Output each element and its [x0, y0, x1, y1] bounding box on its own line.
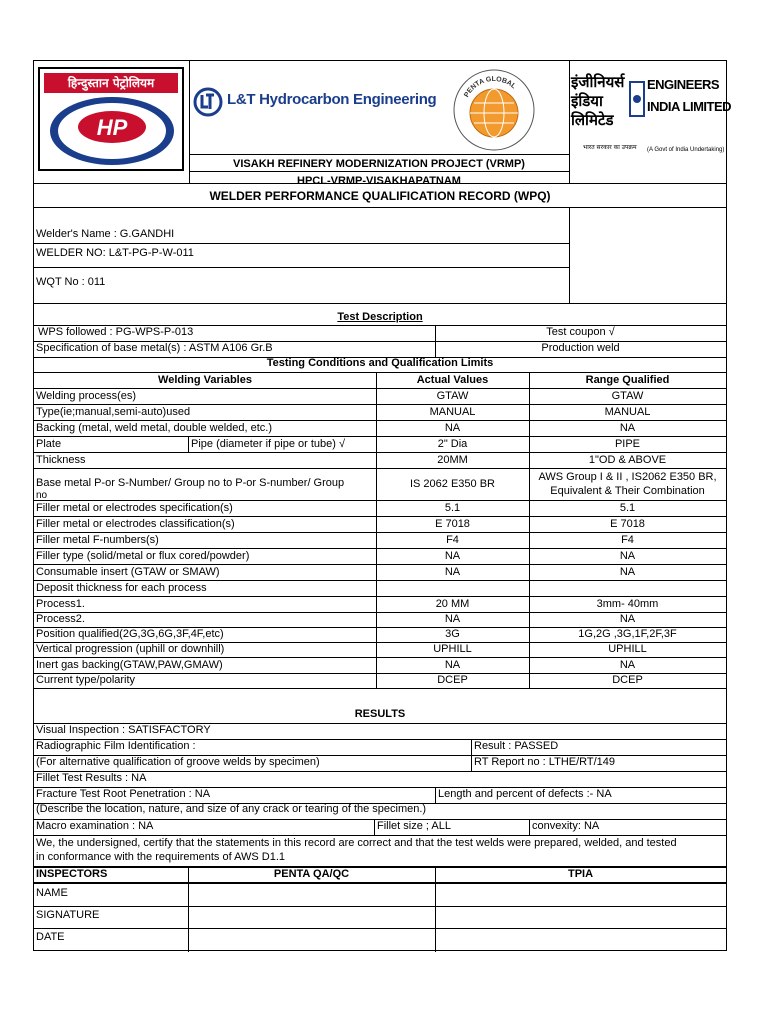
actual-value: MANUAL [429, 406, 476, 418]
range-value: 1"OD & ABOVE [588, 454, 667, 466]
pipe-label: Pipe (diameter if pipe or tube) √ [191, 438, 345, 450]
variable-label: Filler metal or electrodes classification(s) [36, 518, 235, 530]
actual-value: 20MM [437, 454, 468, 466]
base-metal-range-1: AWS Group I & II , IS2062 E350 BR, [538, 471, 717, 483]
actual-value: NA [444, 550, 461, 562]
base-metal-range-2: Equivalent & Their Combination [550, 485, 705, 497]
row-line [34, 436, 726, 437]
variable-label: Type(ie;manual,semi-auto)used [36, 406, 191, 418]
wqt-number: WQT No : 011 [36, 276, 106, 288]
variable-label: Process2. [36, 613, 85, 625]
globe-icon [451, 67, 537, 153]
range-value: NA [619, 550, 636, 562]
hp-mark: HP [96, 115, 128, 140]
lt-emblem-icon [193, 87, 223, 117]
radiographic-film: Radiographic Film Identification : [36, 740, 196, 752]
eil-logo [571, 65, 732, 175]
variable-label: Filler type (solid/metal or flux cored/powder) [36, 550, 250, 562]
actual-value: DCEP [437, 674, 468, 686]
variable-label: Deposit thickness for each process [36, 582, 207, 594]
eil-name-line2: INDIA LIMITED [647, 99, 732, 114]
range-value: NA [619, 422, 636, 434]
column-divider [376, 372, 377, 688]
test-description-heading: Test Description [337, 311, 423, 323]
hpcl-hindi-text: हिन्दुस्तान पेट्रोलियम [44, 73, 178, 93]
production-weld: Production weld [541, 342, 620, 354]
base-metal-actual: IS 2062 E350 BR [409, 478, 495, 490]
actual-value: NA [444, 659, 461, 671]
col-welding-variables: Welding Variables [158, 374, 252, 386]
results-heading: RESULTS [354, 708, 406, 720]
row-line [34, 564, 726, 565]
actual-value: UPHILL [433, 643, 472, 655]
variable-label: Position qualified(2G,3G,6G,3F,4F,etc) [36, 628, 224, 640]
variable-label: Welding process(es) [36, 390, 137, 402]
convexity: convexity: NA [532, 820, 600, 832]
eil-sub-text: (A Govt of India Undertaking) [647, 147, 725, 153]
eil-hindi-text: इंजीनियर्स इंडिया लिमिटेड [571, 73, 625, 129]
base-metal-specification: Specification of base metal(s) : ASTM A106 Gr.B [36, 342, 273, 354]
variable-label: Inert gas backing(GTAW,PAW,GMAW) [36, 659, 223, 671]
hp-emblem-icon [42, 95, 182, 171]
actual-value: 5.1 [444, 502, 461, 514]
macro-examination: Macro examination : NA [36, 820, 154, 832]
range-value: NA [619, 613, 636, 625]
actual-value: F4 [446, 534, 459, 546]
row-line [34, 452, 726, 453]
range-value: DCEP [612, 674, 643, 686]
actual-value: E 7018 [435, 518, 470, 530]
row-line [34, 688, 726, 689]
column-divider [529, 372, 530, 688]
range-value: MANUAL [604, 406, 651, 418]
col-range-qualified: Range Qualified [585, 374, 670, 386]
pipe-range-value: PIPE [614, 438, 641, 450]
eil-sub-hindi: भारत सरकार का उपक्रम [583, 144, 637, 151]
base-metal-label-2: no [36, 490, 48, 501]
fillet-size: Fillet size ; ALL [377, 820, 451, 832]
plate-label: Plate [36, 438, 62, 450]
visual-inspection: Visual Inspection : SATISFACTORY [36, 724, 211, 736]
eil-name-line1: ENGINEERS [647, 77, 720, 92]
variable-label: Filler metal F-numbers(s) [36, 534, 159, 546]
document-title: WELDER PERFORMANCE QUALIFICATION RECORD (WPQ) [209, 189, 551, 203]
penta-global-logo [451, 67, 537, 153]
variable-label: Thickness [36, 454, 86, 466]
actual-value: 3G [445, 628, 460, 640]
hpcl-logo [38, 67, 184, 171]
range-value: F4 [621, 534, 634, 546]
divider [188, 436, 189, 452]
row-line [34, 404, 726, 405]
lt-logo [191, 83, 437, 123]
pipe-actual-value: 2" Dia [437, 438, 468, 450]
wpq-document [33, 60, 732, 951]
lt-company-name: L&T Hydrocarbon Engineering [227, 91, 437, 108]
project-name: VISAKH REFINERY MODERNIZATION PROJECT (VRMP) [233, 158, 525, 170]
defects-length: Length and percent of defects :- NA [438, 788, 612, 800]
row-line [34, 388, 726, 389]
inspectors-header: INSPECTORS [36, 868, 108, 880]
rt-report-number: RT Report no : LTHE/RT/149 [474, 756, 616, 768]
range-value: GTAW [611, 390, 644, 402]
welder-name: Welder's Name : G.GANDHI [36, 228, 175, 240]
variable-label: Consumable insert (GTAW or SMAW) [36, 566, 220, 578]
eil-emblem-icon [629, 81, 645, 117]
row-line [34, 532, 726, 533]
penta-global-text: PENTA GLOBAL [463, 75, 517, 99]
actual-value: NA [444, 566, 461, 578]
actual-value: GTAW [436, 390, 469, 402]
inspector-signature-label: SIGNATURE [36, 909, 100, 921]
alternative-qualification: (For alternative qualification of groove welds by specimen) [36, 756, 320, 768]
variable-label: Vertical progression (uphill or downhill) [36, 643, 225, 655]
range-value: NA [619, 566, 636, 578]
range-value: 1G,2G ,3G,1F,2F,3F [578, 628, 677, 640]
row-line [34, 516, 726, 517]
conditions-heading: Testing Conditions and Qualification Limits [266, 357, 494, 369]
row-line [34, 500, 726, 501]
row-line [34, 657, 726, 658]
range-value: 5.1 [619, 502, 636, 514]
result-passed: Result : PASSED [474, 740, 559, 752]
actual-value: NA [444, 613, 461, 625]
row-line [34, 548, 726, 549]
base-metal-label-1: Base metal P-or S-Number/ Group no to P-or S-number/ Group [36, 477, 345, 489]
row-line [34, 420, 726, 421]
range-value: 3mm- 40mm [596, 598, 659, 610]
range-value: UPHILL [608, 643, 647, 655]
actual-value: NA [444, 422, 461, 434]
inspector-date-label: DATE [36, 931, 65, 943]
range-value: E 7018 [610, 518, 645, 530]
row-line [34, 468, 726, 469]
col-actual-values: Actual Values [416, 374, 489, 386]
test-coupon: Test coupon √ [546, 326, 615, 338]
tpia-header: TPIA [567, 868, 594, 880]
project-location: HPCL-VRMP-VISAKHAPATNAM [297, 175, 461, 187]
variable-label: Process1. [36, 598, 85, 610]
range-value: NA [619, 659, 636, 671]
row-line [34, 580, 726, 581]
fillet-test-results: Fillet Test Results : NA [36, 772, 147, 784]
variable-label: Filler metal or electrodes specification(s) [36, 502, 233, 514]
welder-number: WELDER NO: L&T-PG-P-W-011 [36, 247, 194, 259]
variable-label: Backing (metal, weld metal, double welded, etc.) [36, 422, 273, 434]
conditions-table [34, 372, 726, 708]
describe-crack-note: (Describe the location, nature, and size of any crack or tearing of the specimen.) [36, 803, 427, 815]
wps-followed: WPS followed : PG-WPS-P-013 [38, 326, 194, 338]
row-line [34, 596, 726, 597]
inspector-name-label: NAME [36, 887, 68, 899]
penta-qa-header: PENTA QA/QC [273, 868, 350, 880]
variable-label: Current type/polarity [36, 674, 136, 686]
actual-value: 20 MM [435, 598, 470, 610]
fracture-test: Fracture Test Root Penetration : NA [36, 788, 211, 800]
certification-line-1: We, the undersigned, certify that the statements in this record are correct and that the test welds were prepared, welded, and tested [36, 837, 677, 849]
certification-line-2: in conformance with the requirements of AWS D1.1 [36, 851, 286, 863]
